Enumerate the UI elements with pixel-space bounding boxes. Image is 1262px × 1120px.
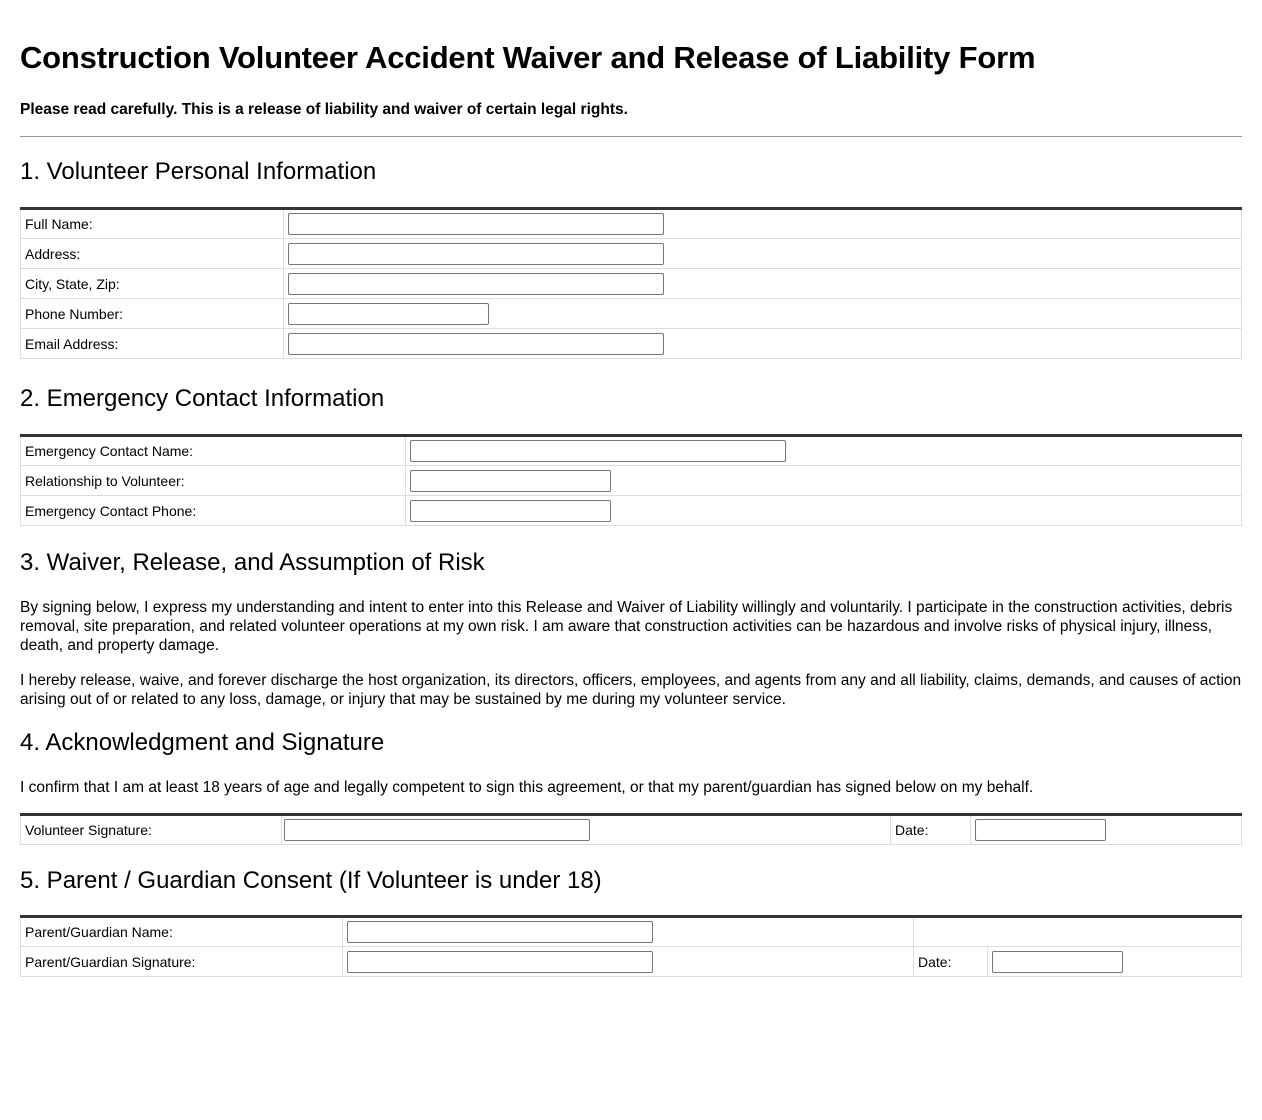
page-title: Construction Volunteer Accident Waiver and Release of Liability Form bbox=[20, 40, 1036, 75]
guardian-consent-table bbox=[20, 915, 1242, 977]
emergency-contact-table bbox=[20, 434, 1242, 526]
table-row bbox=[21, 466, 1242, 496]
full-name-input[interactable] bbox=[288, 213, 664, 235]
emergency-phone-label: Emergency Contact Phone: bbox=[21, 496, 406, 526]
intro-text: Please read carefully. This is a release of liability and waiver of certain legal rights. bbox=[20, 101, 628, 118]
section-4-heading: 4. Acknowledgment and Signature bbox=[20, 729, 385, 756]
guardian-date-input[interactable] bbox=[992, 951, 1123, 973]
age-confirmation-text: I confirm that I am at least 18 years of age and legally competent to sign this agreement, or that my parent/guardian has signed below on my behalf. bbox=[20, 779, 1034, 796]
table-row bbox=[21, 496, 1242, 526]
table-row bbox=[21, 329, 1242, 359]
relationship-label: Relationship to Volunteer: bbox=[21, 466, 406, 496]
guardian-name-label: Parent/Guardian Name: bbox=[21, 917, 343, 947]
volunteer-signature-input[interactable] bbox=[284, 819, 590, 841]
email-label: Email Address: bbox=[21, 329, 284, 359]
waiver-paragraph-2: I hereby release, waive, and forever discharge the host organization, its directors, officers, employees, and agents from any and all liability, claims, demands, and causes of action arising out of or related to any loss, damage, or injury that may be sustained by me during my volunteer service. bbox=[20, 672, 1242, 708]
city-state-zip-input[interactable] bbox=[288, 273, 664, 295]
volunteer-signature-label: Volunteer Signature: bbox=[21, 815, 282, 845]
waiver-paragraph-1: By signing below, I express my understanding and intent to enter into this Release and Waiver of Liability willingly and voluntarily. I participate in the construction activities, debris removal, site preparation, and related volunteer operations at my own risk. I am aware that construction activities can be hazardous and involve risks of physical injury, illness, death, and property damage. bbox=[20, 599, 1233, 654]
phone-label: Phone Number: bbox=[21, 299, 284, 329]
section-2-heading: 2. Emergency Contact Information bbox=[20, 385, 385, 412]
city-state-zip-label: City, State, Zip: bbox=[21, 269, 284, 299]
table-row bbox=[21, 269, 1242, 299]
email-input[interactable] bbox=[288, 333, 664, 355]
empty-cell bbox=[914, 917, 1242, 947]
volunteer-signature-table bbox=[20, 813, 1242, 845]
address-input[interactable] bbox=[288, 243, 664, 265]
volunteer-date-input[interactable] bbox=[975, 819, 1106, 841]
guardian-signature-label: Parent/Guardian Signature: bbox=[21, 947, 343, 977]
full-name-label: Full Name: bbox=[21, 209, 284, 239]
section-1-heading: 1. Volunteer Personal Information bbox=[20, 158, 377, 185]
emergency-phone-input[interactable] bbox=[410, 500, 611, 522]
section-3-heading: 3. Waiver, Release, and Assumption of Risk bbox=[20, 549, 485, 576]
table-row bbox=[21, 815, 1242, 845]
table-row bbox=[21, 209, 1242, 239]
table-row bbox=[21, 299, 1242, 329]
personal-info-table bbox=[20, 207, 1242, 359]
table-row bbox=[21, 947, 1242, 977]
emergency-name-label: Emergency Contact Name: bbox=[21, 436, 406, 466]
table-row bbox=[21, 239, 1242, 269]
guardian-name-input[interactable] bbox=[347, 921, 653, 943]
divider bbox=[20, 136, 1242, 137]
relationship-input[interactable] bbox=[410, 470, 611, 492]
volunteer-date-label: Date: bbox=[891, 815, 971, 845]
address-label: Address: bbox=[21, 239, 284, 269]
emergency-name-input[interactable] bbox=[410, 440, 786, 462]
guardian-signature-input[interactable] bbox=[347, 951, 653, 973]
table-row bbox=[21, 436, 1242, 466]
section-5-heading: 5. Parent / Guardian Consent (If Volunteer is under 18) bbox=[20, 867, 602, 894]
table-row bbox=[21, 917, 1242, 947]
guardian-date-label: Date: bbox=[914, 947, 988, 977]
phone-input[interactable] bbox=[288, 303, 489, 325]
